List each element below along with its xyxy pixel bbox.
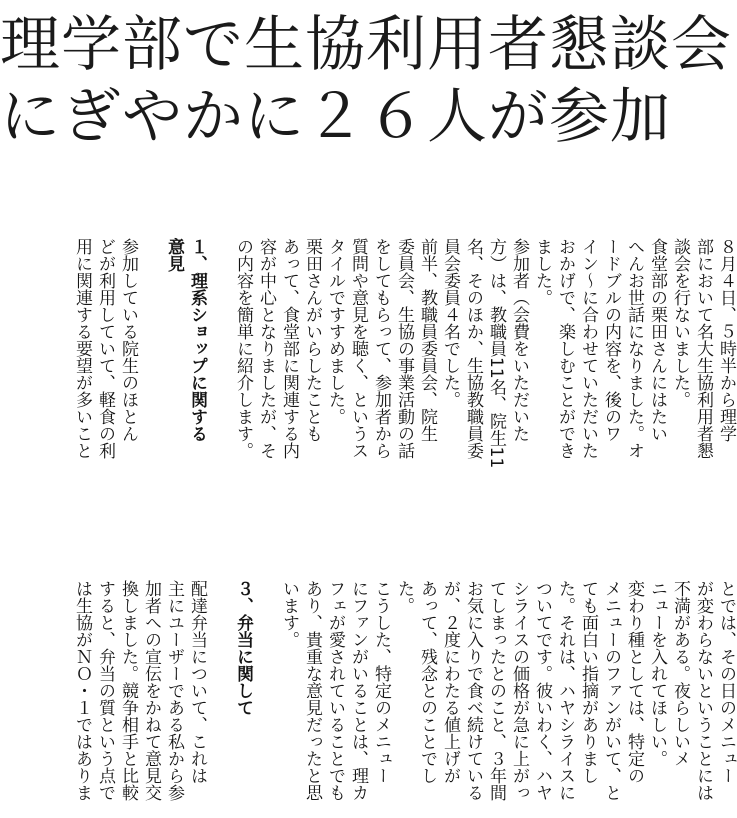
text-column: とでは、その日のメニュー [716, 580, 736, 784]
text-column: 参加している院生のほとん [118, 238, 138, 442]
headline-line-1: 理学部で生協利用者懇談会 [0, 10, 732, 80]
text-column: お気に入りで食べ続けている [463, 580, 483, 801]
text-column: ードブルの内容を、後のワ [601, 238, 621, 442]
text-column: こうした、特定のメニュー [371, 580, 391, 784]
text-column: います。 [279, 580, 299, 648]
text-column: 主にユーザーである私から参 [164, 580, 184, 801]
text-column: をしてもらって、参加者から [371, 238, 391, 459]
text-column: 参加者（会費をいただいた [509, 238, 529, 442]
text-column: あって、食堂部に関連する内 [279, 238, 299, 459]
text-column: 員会委員４名でした。 [440, 238, 460, 408]
text-column: フェが愛されていることでも [325, 580, 345, 801]
text-column: 委員会、生協の事業活動の話 [394, 238, 414, 459]
text-column: 意見 [164, 238, 184, 272]
text-column: が、２度にわたる値上げが [440, 580, 460, 784]
text-column: 変わり種としては、特定の [624, 580, 644, 784]
text-column: すると、弁当の質という点で [95, 580, 115, 801]
text-column [139, 238, 162, 558]
text-column: おかげで、楽しむことができ [555, 238, 575, 459]
text-column: てしまったとのこと、３年間 [486, 580, 506, 801]
article-block-lower [70, 580, 737, 812]
text-column: タイルですすめました。 [325, 238, 345, 425]
text-column: 談会を行ないました。 [670, 238, 690, 408]
text-column: 部において名大生協利用者懇 [693, 238, 713, 459]
text-column: は生協がＮＯ・１ではありま [72, 580, 92, 801]
text-column: 加者への宣伝をかねて意見交 [141, 580, 161, 801]
text-column: へんお世話になりました。オ [624, 238, 644, 459]
text-column: 容が中心となりましたが、そ [256, 238, 276, 459]
text-column: 栗田さんがいらしたことも [302, 238, 322, 442]
text-column: た。それは、ハヤシライスに [555, 580, 575, 801]
text-column: 質問や意見を聴く、というス [348, 238, 368, 459]
text-column: ８月４日、５時半から理学 [716, 238, 736, 442]
text-column: あって、残念とのことでし [417, 580, 437, 784]
text-column: た。 [394, 580, 414, 614]
text-column: ニューを入れてほしい。 [647, 580, 667, 767]
article-block-upper [70, 238, 737, 558]
text-column: 換しました。競争相手と比較 [118, 580, 138, 801]
text-column [208, 580, 231, 812]
text-column: イン～に合わせていただいた [578, 238, 598, 459]
text-column: の内容を簡単に紹介します。 [233, 238, 253, 459]
text-column: あり、貴重な意見だったと思 [302, 580, 322, 801]
text-column: シライスの価格が急に上がっ [509, 580, 529, 801]
text-column: ついてです。彼いわく、ハヤ [532, 580, 552, 801]
text-column: 不満がある。夜らしいメ [670, 580, 690, 767]
text-column: メニューのファンがいて、と [601, 580, 621, 801]
text-column: 食堂部の栗田さんにはたい [647, 238, 667, 442]
text-column [254, 580, 277, 812]
text-column: 前半、教職員委員会、院生 [417, 238, 437, 442]
text-column [208, 238, 231, 558]
text-column: ても面白い指摘がありまし [578, 580, 598, 784]
text-column: 名、そのほか、生協教職員委 [463, 238, 483, 459]
text-column: にファンがいることは、理カ [348, 580, 368, 801]
text-column: 用に関連する要望が多いこと [72, 238, 92, 459]
headline-line-2: にぎやかに２６人が参加 [0, 82, 671, 152]
text-column: ３、弁当に関して [233, 580, 253, 716]
text-column: 配達弁当について、これは [187, 580, 207, 784]
text-column: １、理系ショップに関する [187, 238, 207, 442]
text-column: 方）は、教職員11名、院生11 [486, 238, 506, 469]
text-column: が変わらないということには [693, 580, 713, 801]
text-column: ました。 [532, 238, 552, 306]
text-column: どが利用していて、軽食の利 [95, 238, 115, 459]
